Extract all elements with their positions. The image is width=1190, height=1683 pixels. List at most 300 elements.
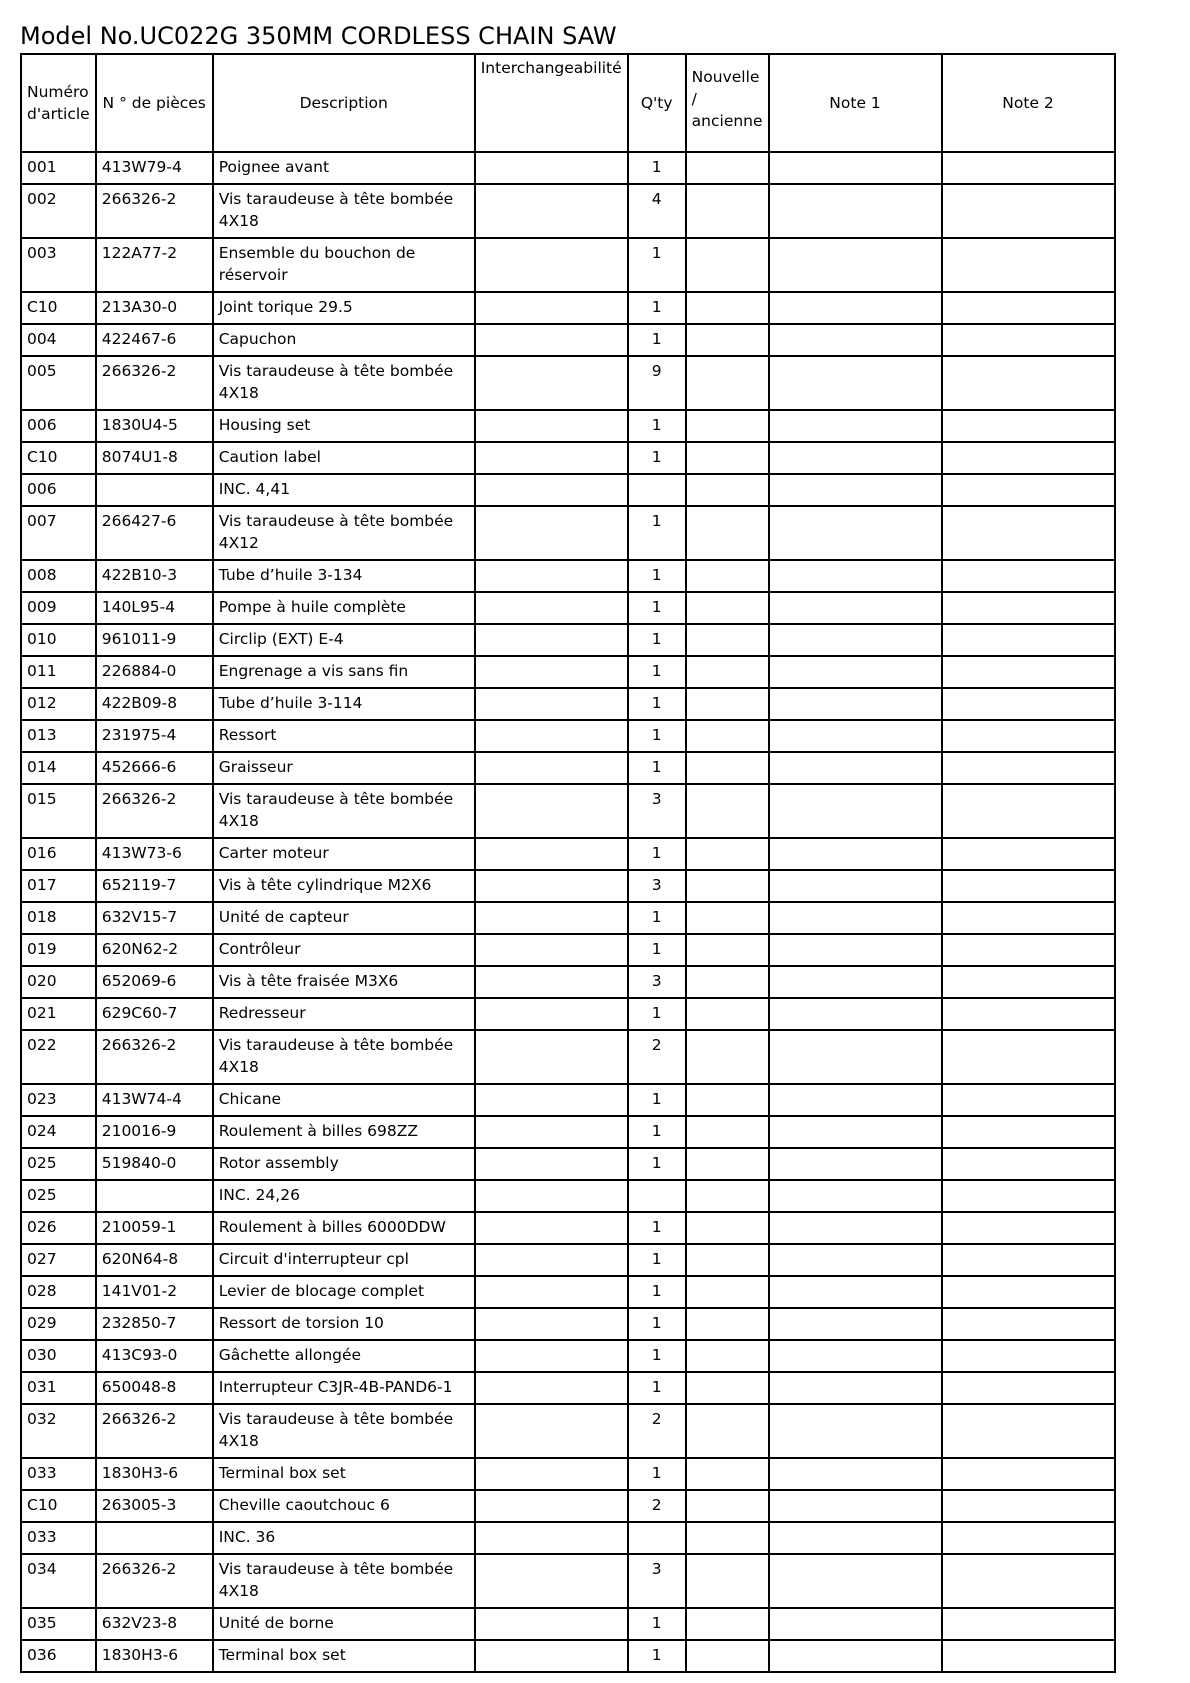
interchangeability-cell (475, 1640, 628, 1672)
interchangeability-cell (475, 238, 628, 292)
note2-cell (942, 1244, 1115, 1276)
note1-cell (769, 1308, 942, 1340)
interchangeability-cell (475, 1084, 628, 1116)
note2-cell (942, 1522, 1115, 1554)
part-no-cell: 8074U1-8 (96, 442, 213, 474)
note1-cell (769, 324, 942, 356)
note1-cell (769, 688, 942, 720)
description-cell: Ressort de torsion 10 (213, 1308, 475, 1340)
new-old-cell (686, 1490, 769, 1522)
note2-cell (942, 560, 1115, 592)
part-no-cell: 266427-6 (96, 506, 213, 560)
interchangeability-cell (475, 1404, 628, 1458)
new-old-cell (686, 292, 769, 324)
note1-cell (769, 1276, 942, 1308)
description-cell: Interrupteur C3JR-4B-PAND6-1 (213, 1372, 475, 1404)
interchangeability-cell (475, 506, 628, 560)
description-cell: Vis taraudeuse à tête bombée 4X18 (213, 356, 475, 410)
interchangeability-cell (475, 870, 628, 902)
interchangeability-cell (475, 1244, 628, 1276)
interchangeability-cell (475, 1276, 628, 1308)
table-row (21, 238, 1115, 292)
part-no-cell: 452666-6 (96, 752, 213, 784)
part-no-cell: 422467-6 (96, 324, 213, 356)
part-no-cell: 422B10-3 (96, 560, 213, 592)
item-no-cell: 015 (21, 784, 96, 838)
item-no-cell: 009 (21, 592, 96, 624)
description-cell: Tube d’huile 3-114 (213, 688, 475, 720)
qty-cell: 1 (628, 592, 686, 624)
description-cell: Graisseur (213, 752, 475, 784)
note2-cell (942, 1372, 1115, 1404)
description-cell: Chicane (213, 1084, 475, 1116)
note2-cell (942, 934, 1115, 966)
new-old-cell (686, 474, 769, 506)
note1-cell (769, 1608, 942, 1640)
qty-cell: 1 (628, 1148, 686, 1180)
note2-cell (942, 238, 1115, 292)
part-no-cell: 632V15-7 (96, 902, 213, 934)
note1-cell (769, 474, 942, 506)
new-old-cell (686, 592, 769, 624)
item-no-cell: 018 (21, 902, 96, 934)
interchangeability-cell (475, 1608, 628, 1640)
item-no-cell: 029 (21, 1308, 96, 1340)
note2-cell (942, 688, 1115, 720)
note2-cell (942, 184, 1115, 238)
new-old-cell (686, 1554, 769, 1608)
new-old-cell (686, 784, 769, 838)
new-old-cell (686, 688, 769, 720)
qty-cell: 1 (628, 1244, 686, 1276)
table-row (21, 688, 1115, 720)
note2-cell (942, 1148, 1115, 1180)
interchangeability-cell (475, 1458, 628, 1490)
table-row (21, 720, 1115, 752)
note2-cell (942, 784, 1115, 838)
qty-cell: 3 (628, 966, 686, 998)
item-no-cell: 022 (21, 1030, 96, 1084)
part-no-cell: 210016-9 (96, 1116, 213, 1148)
item-no-cell: 021 (21, 998, 96, 1030)
interchangeability-cell (475, 356, 628, 410)
description-cell: Unité de capteur (213, 902, 475, 934)
item-no-cell: C10 (21, 292, 96, 324)
interchangeability-cell (475, 592, 628, 624)
item-no-cell: 011 (21, 656, 96, 688)
note2-cell (942, 442, 1115, 474)
interchangeability-cell (475, 1148, 628, 1180)
note2-cell (942, 624, 1115, 656)
part-no-cell (96, 1522, 213, 1554)
note1-cell (769, 1404, 942, 1458)
table-row (21, 1148, 1115, 1180)
interchangeability-cell (475, 1116, 628, 1148)
new-old-cell (686, 1148, 769, 1180)
new-old-cell (686, 152, 769, 184)
part-no-cell: 629C60-7 (96, 998, 213, 1030)
description-cell: Vis taraudeuse à tête bombée 4X18 (213, 1030, 475, 1084)
qty-cell: 4 (628, 184, 686, 238)
qty-cell: 1 (628, 1340, 686, 1372)
note2-cell (942, 324, 1115, 356)
description-cell: Joint torique 29.5 (213, 292, 475, 324)
item-no-cell: 028 (21, 1276, 96, 1308)
qty-cell: 1 (628, 324, 686, 356)
interchangeability-cell (475, 624, 628, 656)
interchangeability-cell (475, 1522, 628, 1554)
part-no-cell: 413W74-4 (96, 1084, 213, 1116)
item-no-cell: 003 (21, 238, 96, 292)
table-row (21, 838, 1115, 870)
note2-cell (942, 474, 1115, 506)
item-no-cell: 008 (21, 560, 96, 592)
new-old-cell (686, 1372, 769, 1404)
note1-cell (769, 870, 942, 902)
table-row (21, 152, 1115, 184)
item-no-cell: 025 (21, 1148, 96, 1180)
qty-cell: 1 (628, 1084, 686, 1116)
description-cell: Gâchette allongée (213, 1340, 475, 1372)
table-row (21, 1554, 1115, 1608)
note1-cell (769, 1212, 942, 1244)
header-item-no: Numéro d'article (21, 54, 96, 152)
new-old-cell (686, 720, 769, 752)
note1-cell (769, 1522, 942, 1554)
part-no-cell: 620N64-8 (96, 1244, 213, 1276)
interchangeability-cell (475, 688, 628, 720)
note2-cell (942, 838, 1115, 870)
part-no-cell: 266326-2 (96, 1030, 213, 1084)
note2-cell (942, 1030, 1115, 1084)
qty-cell: 1 (628, 1372, 686, 1404)
item-no-cell: C10 (21, 1490, 96, 1522)
note2-cell (942, 998, 1115, 1030)
description-cell: Terminal box set (213, 1640, 475, 1672)
interchangeability-cell (475, 474, 628, 506)
part-no-cell: 652069-6 (96, 966, 213, 998)
part-no-cell: 1830H3-6 (96, 1640, 213, 1672)
description-cell: Circlip (EXT) E-4 (213, 624, 475, 656)
note1-cell (769, 1490, 942, 1522)
qty-cell (628, 1522, 686, 1554)
table-row (21, 506, 1115, 560)
description-cell: Vis à tête cylindrique M2X6 (213, 870, 475, 902)
note2-cell (942, 1490, 1115, 1522)
qty-cell: 1 (628, 410, 686, 442)
new-old-cell (686, 1180, 769, 1212)
note2-cell (942, 1180, 1115, 1212)
table-row (21, 1030, 1115, 1084)
note1-cell (769, 1640, 942, 1672)
qty-cell (628, 474, 686, 506)
qty-cell: 1 (628, 1308, 686, 1340)
table-row (21, 870, 1115, 902)
interchangeability-cell (475, 998, 628, 1030)
part-no-cell: 422B09-8 (96, 688, 213, 720)
table-row (21, 1308, 1115, 1340)
note1-cell (769, 1180, 942, 1212)
new-old-cell (686, 1340, 769, 1372)
table-row (21, 902, 1115, 934)
qty-cell: 1 (628, 1640, 686, 1672)
note2-cell (942, 870, 1115, 902)
note2-cell (942, 752, 1115, 784)
note1-cell (769, 902, 942, 934)
description-cell: INC. 4,41 (213, 474, 475, 506)
table-row (21, 442, 1115, 474)
part-no-cell: 266326-2 (96, 356, 213, 410)
note1-cell (769, 838, 942, 870)
description-cell: Rotor assembly (213, 1148, 475, 1180)
new-old-cell (686, 1244, 769, 1276)
description-cell: Roulement à billes 6000DDW (213, 1212, 475, 1244)
note2-cell (942, 1640, 1115, 1672)
table-row (21, 1608, 1115, 1640)
note1-cell (769, 184, 942, 238)
part-no-cell: 652119-7 (96, 870, 213, 902)
qty-cell: 1 (628, 152, 686, 184)
item-no-cell: 033 (21, 1458, 96, 1490)
parts-table-body (21, 152, 1115, 1672)
description-cell: Circuit d'interrupteur cpl (213, 1244, 475, 1276)
note1-cell (769, 292, 942, 324)
description-cell: INC. 36 (213, 1522, 475, 1554)
qty-cell: 1 (628, 1212, 686, 1244)
item-no-cell: 020 (21, 966, 96, 998)
qty-cell: 1 (628, 752, 686, 784)
table-row (21, 1276, 1115, 1308)
interchangeability-cell (475, 410, 628, 442)
item-no-cell: 027 (21, 1244, 96, 1276)
qty-cell: 1 (628, 688, 686, 720)
part-no-cell: 140L95-4 (96, 592, 213, 624)
interchangeability-cell (475, 1308, 628, 1340)
note2-cell (942, 1404, 1115, 1458)
new-old-cell (686, 1404, 769, 1458)
note1-cell (769, 592, 942, 624)
note2-cell (942, 1608, 1115, 1640)
table-row (21, 624, 1115, 656)
header-interchangeability: Interchangeabilité (475, 54, 628, 152)
description-cell: Poignee avant (213, 152, 475, 184)
part-no-cell: 650048-8 (96, 1372, 213, 1404)
part-no-cell: 1830H3-6 (96, 1458, 213, 1490)
table-row (21, 1404, 1115, 1458)
description-cell: INC. 24,26 (213, 1180, 475, 1212)
table-row (21, 1372, 1115, 1404)
table-row (21, 410, 1115, 442)
note1-cell (769, 720, 942, 752)
table-row (21, 1116, 1115, 1148)
note1-cell (769, 1084, 942, 1116)
description-cell: Vis taraudeuse à tête bombée 4X18 (213, 1554, 475, 1608)
interchangeability-cell (475, 934, 628, 966)
qty-cell: 1 (628, 506, 686, 560)
part-no-cell: 1830U4-5 (96, 410, 213, 442)
part-no-cell: 266326-2 (96, 784, 213, 838)
part-no-cell: 122A77-2 (96, 238, 213, 292)
part-no-cell: 519840-0 (96, 1148, 213, 1180)
new-old-cell (686, 324, 769, 356)
new-old-cell (686, 624, 769, 656)
note1-cell (769, 152, 942, 184)
qty-cell: 1 (628, 1608, 686, 1640)
qty-cell: 1 (628, 998, 686, 1030)
qty-cell: 2 (628, 1404, 686, 1458)
new-old-cell (686, 838, 769, 870)
new-old-cell (686, 1084, 769, 1116)
description-cell: Capuchon (213, 324, 475, 356)
table-row (21, 356, 1115, 410)
interchangeability-cell (475, 560, 628, 592)
item-no-cell: 030 (21, 1340, 96, 1372)
interchangeability-cell (475, 1554, 628, 1608)
new-old-cell (686, 506, 769, 560)
new-old-cell (686, 934, 769, 966)
new-old-cell (686, 184, 769, 238)
qty-cell: 1 (628, 838, 686, 870)
note1-cell (769, 410, 942, 442)
new-old-cell (686, 238, 769, 292)
item-no-cell: 031 (21, 1372, 96, 1404)
part-no-cell (96, 1180, 213, 1212)
note1-cell (769, 1244, 942, 1276)
note1-cell (769, 752, 942, 784)
table-row (21, 966, 1115, 998)
table-row (21, 1490, 1115, 1522)
item-no-cell: 025 (21, 1180, 96, 1212)
new-old-cell (686, 1116, 769, 1148)
note1-cell (769, 1148, 942, 1180)
table-row (21, 292, 1115, 324)
new-old-cell (686, 410, 769, 442)
description-cell: Vis taraudeuse à tête bombée 4X18 (213, 784, 475, 838)
table-row (21, 1340, 1115, 1372)
part-no-cell: 232850-7 (96, 1308, 213, 1340)
item-no-cell: 005 (21, 356, 96, 410)
description-cell: Vis taraudeuse à tête bombée 4X18 (213, 1404, 475, 1458)
new-old-cell (686, 998, 769, 1030)
qty-cell: 1 (628, 1276, 686, 1308)
note1-cell (769, 1554, 942, 1608)
table-row (21, 1640, 1115, 1672)
part-no-cell (96, 474, 213, 506)
table-row (21, 752, 1115, 784)
note2-cell (942, 1458, 1115, 1490)
new-old-cell (686, 1640, 769, 1672)
new-old-cell (686, 656, 769, 688)
note2-cell (942, 1212, 1115, 1244)
new-old-cell (686, 356, 769, 410)
qty-cell: 1 (628, 442, 686, 474)
interchangeability-cell (475, 1490, 628, 1522)
note2-cell (942, 1276, 1115, 1308)
table-row (21, 560, 1115, 592)
qty-cell: 3 (628, 1554, 686, 1608)
note1-cell (769, 784, 942, 838)
item-no-cell: 023 (21, 1084, 96, 1116)
qty-cell: 9 (628, 356, 686, 410)
item-no-cell: 016 (21, 838, 96, 870)
item-no-cell: 033 (21, 1522, 96, 1554)
qty-cell: 1 (628, 1458, 686, 1490)
part-no-cell: 213A30-0 (96, 292, 213, 324)
note1-cell (769, 238, 942, 292)
new-old-cell (686, 560, 769, 592)
new-old-cell (686, 1276, 769, 1308)
item-no-cell: 017 (21, 870, 96, 902)
new-old-cell (686, 1030, 769, 1084)
item-no-cell: 014 (21, 752, 96, 784)
note1-cell (769, 356, 942, 410)
note2-cell (942, 720, 1115, 752)
interchangeability-cell (475, 752, 628, 784)
description-cell: Pompe à huile complète (213, 592, 475, 624)
description-cell: Engrenage a vis sans fin (213, 656, 475, 688)
header-row (21, 54, 1115, 152)
note2-cell (942, 1308, 1115, 1340)
new-old-cell (686, 966, 769, 998)
note2-cell (942, 1116, 1115, 1148)
description-cell: Housing set (213, 410, 475, 442)
qty-cell: 1 (628, 238, 686, 292)
part-no-cell: 231975-4 (96, 720, 213, 752)
header-note1: Note 1 (769, 54, 942, 152)
note2-cell (942, 592, 1115, 624)
parts-table (20, 53, 1116, 1673)
note1-cell (769, 998, 942, 1030)
interchangeability-cell (475, 656, 628, 688)
qty-cell: 1 (628, 934, 686, 966)
new-old-cell (686, 752, 769, 784)
item-no-cell: 007 (21, 506, 96, 560)
description-cell: Vis taraudeuse à tête bombée 4X18 (213, 184, 475, 238)
interchangeability-cell (475, 1212, 628, 1244)
note2-cell (942, 356, 1115, 410)
note2-cell (942, 1084, 1115, 1116)
part-no-cell: 266326-2 (96, 1554, 213, 1608)
note1-cell (769, 1340, 942, 1372)
interchangeability-cell (475, 838, 628, 870)
interchangeability-cell (475, 1030, 628, 1084)
part-no-cell: 263005-3 (96, 1490, 213, 1522)
interchangeability-cell (475, 152, 628, 184)
new-old-cell (686, 1212, 769, 1244)
new-old-cell (686, 1608, 769, 1640)
note1-cell (769, 442, 942, 474)
note1-cell (769, 966, 942, 998)
interchangeability-cell (475, 1180, 628, 1212)
qty-cell: 3 (628, 784, 686, 838)
description-cell: Roulement à billes 698ZZ (213, 1116, 475, 1148)
qty-cell: 1 (628, 292, 686, 324)
qty-cell: 1 (628, 720, 686, 752)
item-no-cell: 013 (21, 720, 96, 752)
interchangeability-cell (475, 184, 628, 238)
note1-cell (769, 1030, 942, 1084)
header-description: Description (213, 54, 475, 152)
item-no-cell: C10 (21, 442, 96, 474)
note2-cell (942, 410, 1115, 442)
header-part-no: N ° de pièces (96, 54, 213, 152)
note1-cell (769, 656, 942, 688)
new-old-cell (686, 902, 769, 934)
description-cell: Ressort (213, 720, 475, 752)
table-row (21, 1084, 1115, 1116)
new-old-cell (686, 1458, 769, 1490)
new-old-cell (686, 442, 769, 474)
